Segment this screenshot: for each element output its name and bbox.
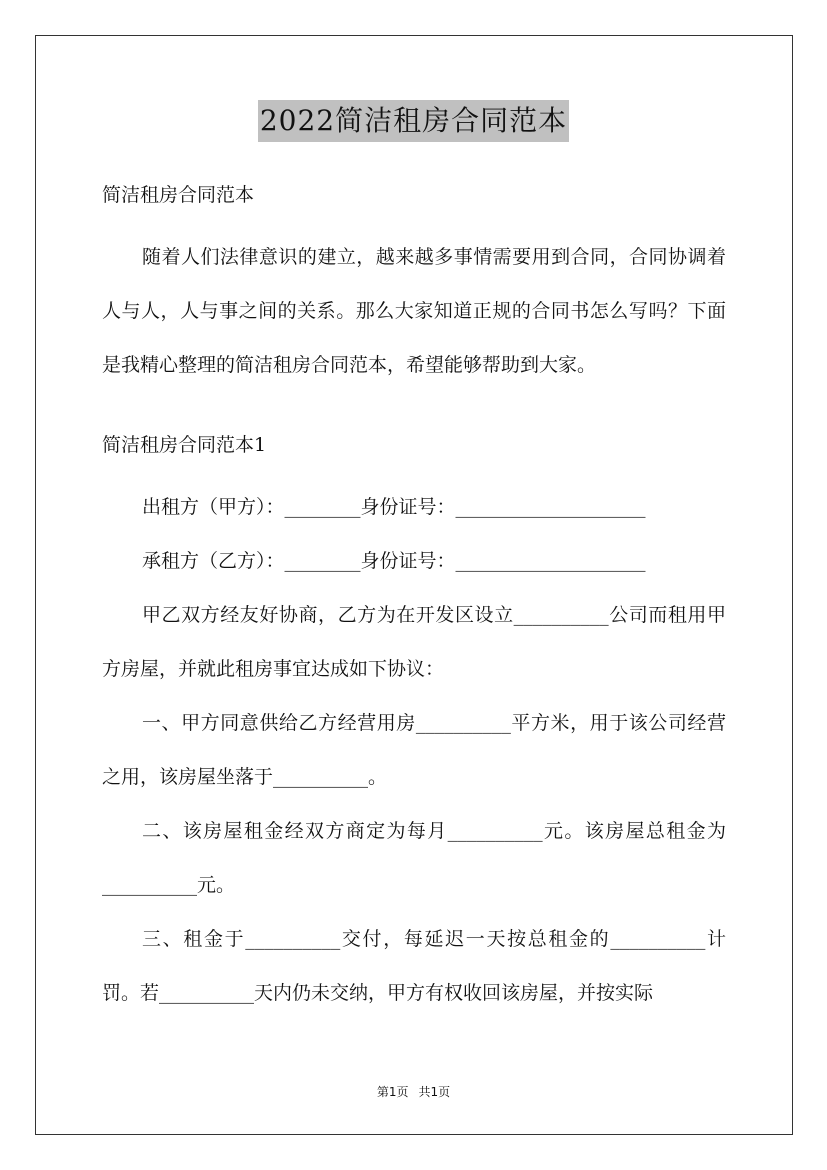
clause-2: 二、该房屋租金经双方商定为每月__________元。该房屋总租金为__________元。 xyxy=(102,820,726,896)
clause-1: 一、甲方同意供给乙方经营用房__________平方米，用于该公司经营之用，该房屋坐落于__________。 xyxy=(102,712,726,788)
document-body xyxy=(102,176,726,1020)
section-heading: 简洁租房合同范本1 xyxy=(102,434,267,456)
lessor-line: 出租方（甲方）：________身份证号：____________________ xyxy=(142,496,646,518)
lessee-line: 承租方（乙方）：________身份证号：____________________ xyxy=(142,550,646,572)
intro-paragraph: 随着人们法律意识的建立，越来越多事情需要用到合同，合同协调着人与人，人与事之间的关系。那么大家知道正规的合同书怎么写吗？下面是我精心整理的简洁租房合同范本，希望能够帮助到大家。 xyxy=(102,246,726,376)
page-total: 共1页 xyxy=(418,1085,451,1099)
clause-3: 三、租金于__________交付，每延迟一天按总租金的__________计罚。若__________天内仍未交纳，甲方有权收回该房屋，并按实际 xyxy=(102,928,726,1004)
page-footer xyxy=(0,1083,827,1100)
document-title-container xyxy=(0,100,827,142)
agreement-paragraph: 甲乙双方经友好协商，乙方为在开发区设立__________公司而租用甲方房屋，并就此租房事宜达成如下协议： xyxy=(102,604,726,680)
page-number: 第1页 xyxy=(376,1085,409,1099)
document-title: 2022简洁租房合同范本 xyxy=(258,100,569,142)
document-subtitle: 简洁租房合同范本 xyxy=(102,184,255,206)
